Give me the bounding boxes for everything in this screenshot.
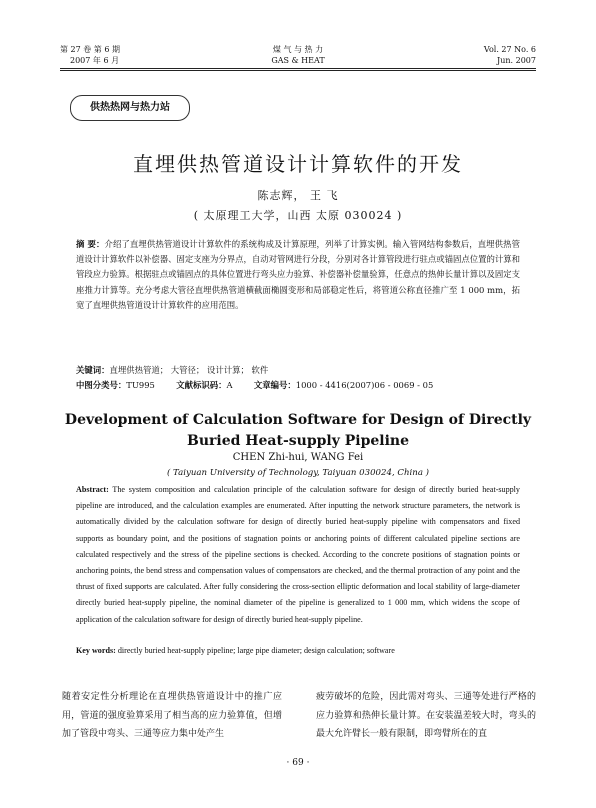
publication-date-en: Jun. 2007 [497,56,536,65]
article-title-en: Development of Calculation Software for Design of Directly Buried Heat-supply Pipeline [64,412,532,449]
header-rule-bottom [60,70,536,71]
page-number: · 69 · [286,758,310,768]
body-column-right: 疲劳破坏的危险，因此需对弯头、三通等处进行严格的应力验算和热伸长量计算。在安装温差较大时，弯头的最大允许臂长一般有限制，即弯臂所在的直 [316,692,536,739]
keywords-en-label: Key words: [76,646,116,655]
affiliation-en: ( Taiyuan University of Technology, Taiyuan 030024, China ) [166,468,430,478]
keywords-en-text: directly buried heat-supply pipeline; large pipe diameter; design calculation; software [117,646,395,655]
keywords-cn [76,363,520,377]
journal-name [198,44,398,66]
article-number-label: 文章编号： [253,380,296,390]
abstract-en-text: The system composition and calculation principle of the calculation software for design of directly buried heat-supply pipeline are introduced, and the calculation examples are enumerated. After inputting the network structure parameters, the network is automatically divided by the calculation software for design of directly buried heat-supply pipeline with compensators and fixed supports as boundary point, and the positions of stagnation points or anchoring points of different calculated pipeline sections are calculated respectively and the stress of the pipeline sections is checked. According to the concrete positions of stagnation points or anchoring points, the bend stress and compensation values of compensators are checked, and the thermal protraction of any point and the thrust of fixed supports are calculated. After fully considering the cross-section elliptic deformation and local stability of large-diameter directly buried heat-supply pipeline, the nominal diameter of the pipeline is generalized to 1 000 mm, which widens the scope of application of the calculation software for design of directly buried heat-supply pipeline. [76,485,520,624]
journal-volume-info [60,44,200,66]
keywords-cn-text: 直埋供热管道； 大管径； 设计计算； 软件 [109,365,269,375]
section-tag: 供热热网与热力站 [70,95,190,121]
body-column-left: 随着安定性分析理论在直埋供热管道设计中的推广应用，管道的强度验算采用了相当高的应力验算值，但增加了管段中弯头、三通等应力集中处产生 [62,692,282,739]
authors-cn: 陈志辉， 王 飞 [257,189,339,202]
journal-name-cn: 煤 气 与 热 力 [272,45,324,54]
journal-volume-info-en [396,44,536,66]
clc-value: TU995 [126,380,155,390]
article-title-cn: 直埋供热管道设计计算软件的开发 [133,152,463,176]
abstract-cn-text: 介绍了直埋供热管道设计计算软件的系统构成及计算原理，列举了计算实例。输入管网结构参数后，直埋供热管道设计计算软件以补偿器、固定支座为分界点，自动对管网进行分段，分别对各计算管段进行驻点或锚固点位置的计算和管段应力验算。根据驻点或锚固点的具体位置进行弯头应力验算、补偿器补偿量验算，任意点的热伸长量计算以及固定支座推力计算等。充分考虑大管径直埋供热管道横截面椭圆变形和局部稳定性后，将管道公称直径推广至 1 000 mm，拓宽了直埋供热管道设计计算软件的应用范围。 [76,239,521,310]
clc-label: 中图分类号： [76,380,127,390]
keywords-cn-label: 关键词： [76,365,110,375]
doc-code-value: A [226,380,233,390]
keywords-en [76,643,520,658]
abstract-cn [76,237,520,313]
abstract-en [76,482,520,628]
journal-name-en: GAS & HEAT [271,56,325,65]
abstract-en-label: Abstract: [76,485,109,494]
doc-code-label: 文献标识码： [176,380,227,390]
affiliation-cn: ( 太原理工大学，山西 太原 030024 ) [193,209,403,222]
volume-issue-en: Vol. 27 No. 6 [483,45,536,54]
classification-line [76,378,520,392]
publication-date: 2007 年 6 月 [70,56,120,65]
authors-en: CHEN Zhi-hui, WANG Fei [232,452,364,463]
volume-issue: 第 27 卷 第 6 期 [60,45,120,54]
abstract-cn-label: 摘 要： [76,239,105,249]
header-rule-top [60,68,536,69]
article-number-value: 1000 - 4416(2007)06 - 0069 - 05 [295,380,434,390]
